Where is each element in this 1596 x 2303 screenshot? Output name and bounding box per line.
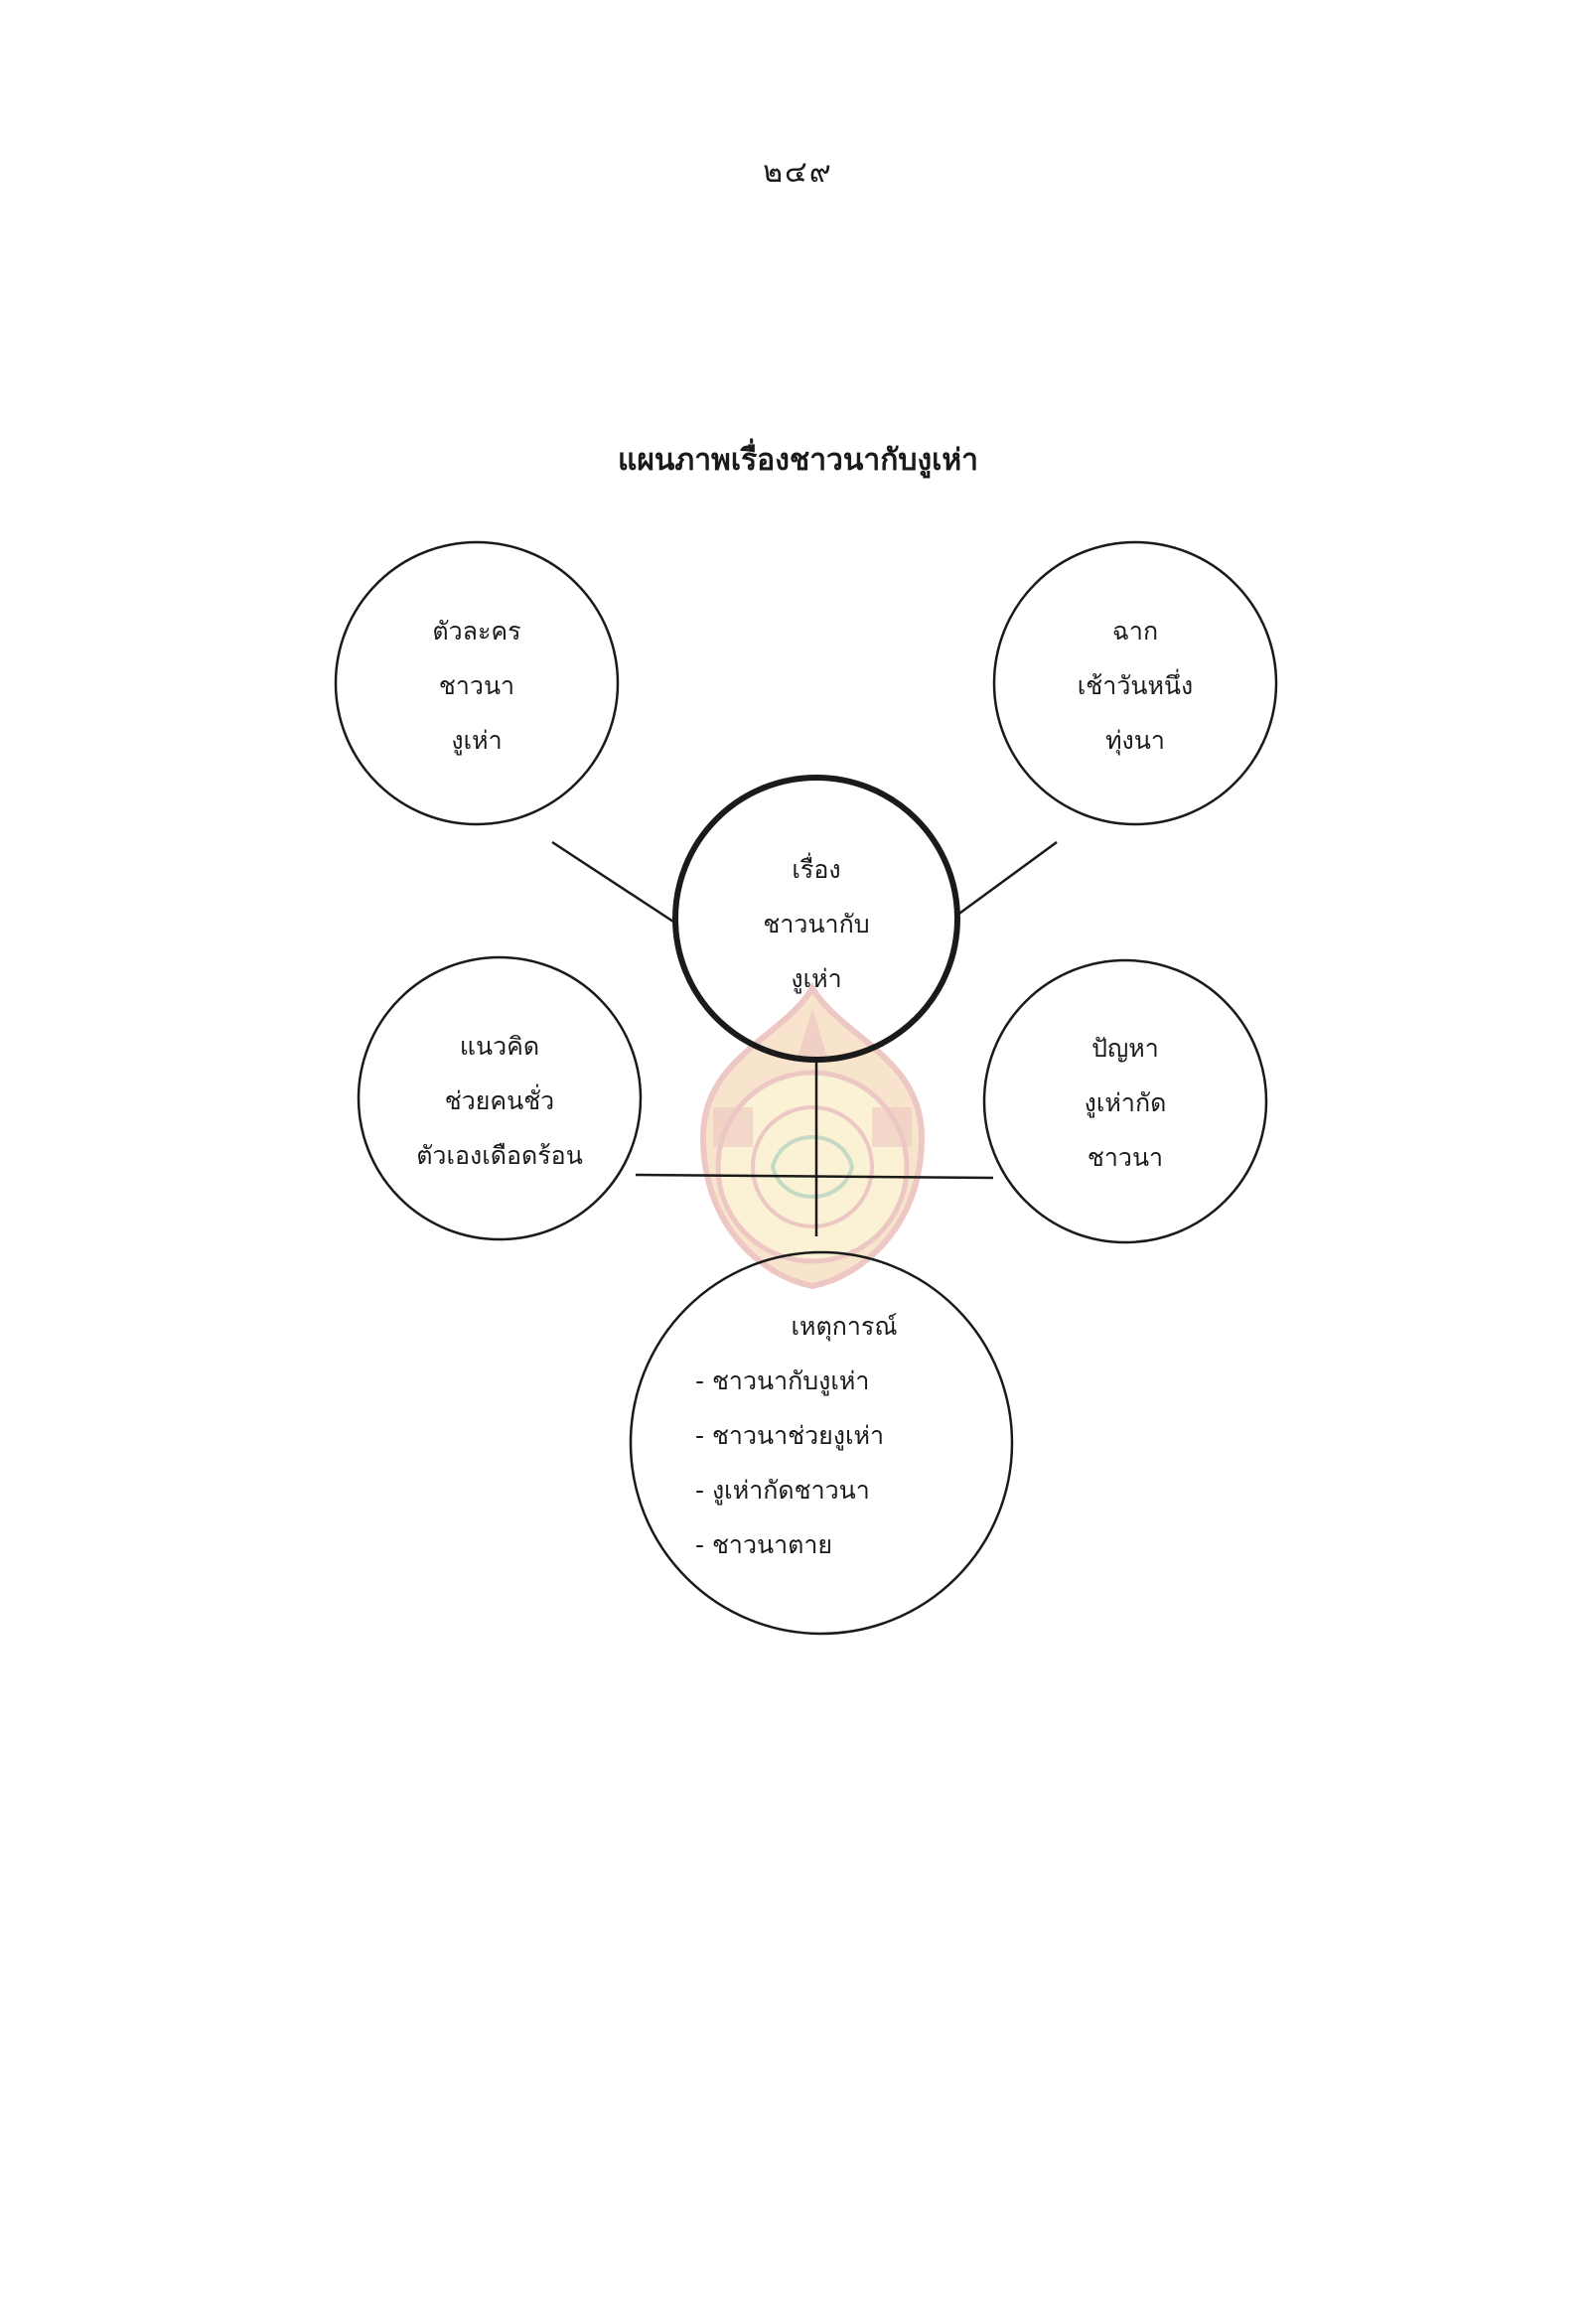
node-text: เรื่อง: [792, 854, 841, 884]
node-text: ตัวเองเดือดร้อน: [416, 1140, 583, 1170]
node-events: [695, 1299, 953, 1572]
node-characters: [338, 556, 616, 814]
node-text: ชาวนา: [1087, 1142, 1164, 1172]
node-text: ตัวละคร: [432, 616, 521, 646]
diagram-title: แผนภาพเรื่องชาวนากับงูเห่า: [618, 443, 978, 478]
node-text: ชาวนากับ: [763, 909, 870, 938]
connector-setting: [956, 842, 1057, 916]
node-text: งูเห่า: [451, 725, 503, 755]
events-heading: เหตุการณ์: [791, 1312, 898, 1341]
node-text: ทุ่งนา: [1105, 725, 1165, 755]
node-text: เช้าวันหนึ่ง: [1077, 670, 1194, 700]
node-text: ช่วยคนชั่ว: [444, 1085, 555, 1115]
node-text: ชาวนา: [438, 670, 515, 700]
node-theme: [361, 971, 639, 1229]
connector-characters: [552, 842, 673, 922]
connector-horizontal: [636, 1175, 993, 1178]
node-text: แนวคิด: [459, 1031, 540, 1061]
event-item: - งูเห่ากัดชาวนา: [695, 1476, 870, 1505]
node-text: งูเห่า: [791, 963, 842, 993]
event-item: - ชาวนาตาย: [695, 1530, 833, 1559]
event-item: - ชาวนาช่วยงูเห่า: [695, 1421, 885, 1450]
node-setting: [996, 556, 1274, 814]
event-item: - ชาวนากับงูเห่า: [695, 1367, 870, 1395]
page-number: ๒๔๙: [763, 155, 833, 190]
node-center: [677, 794, 955, 1053]
node-text: ฉาก: [1111, 616, 1159, 646]
node-text: งูเห่ากัด: [1084, 1087, 1167, 1117]
node-problem: [986, 973, 1264, 1231]
node-text: ปัญหา: [1091, 1033, 1159, 1063]
